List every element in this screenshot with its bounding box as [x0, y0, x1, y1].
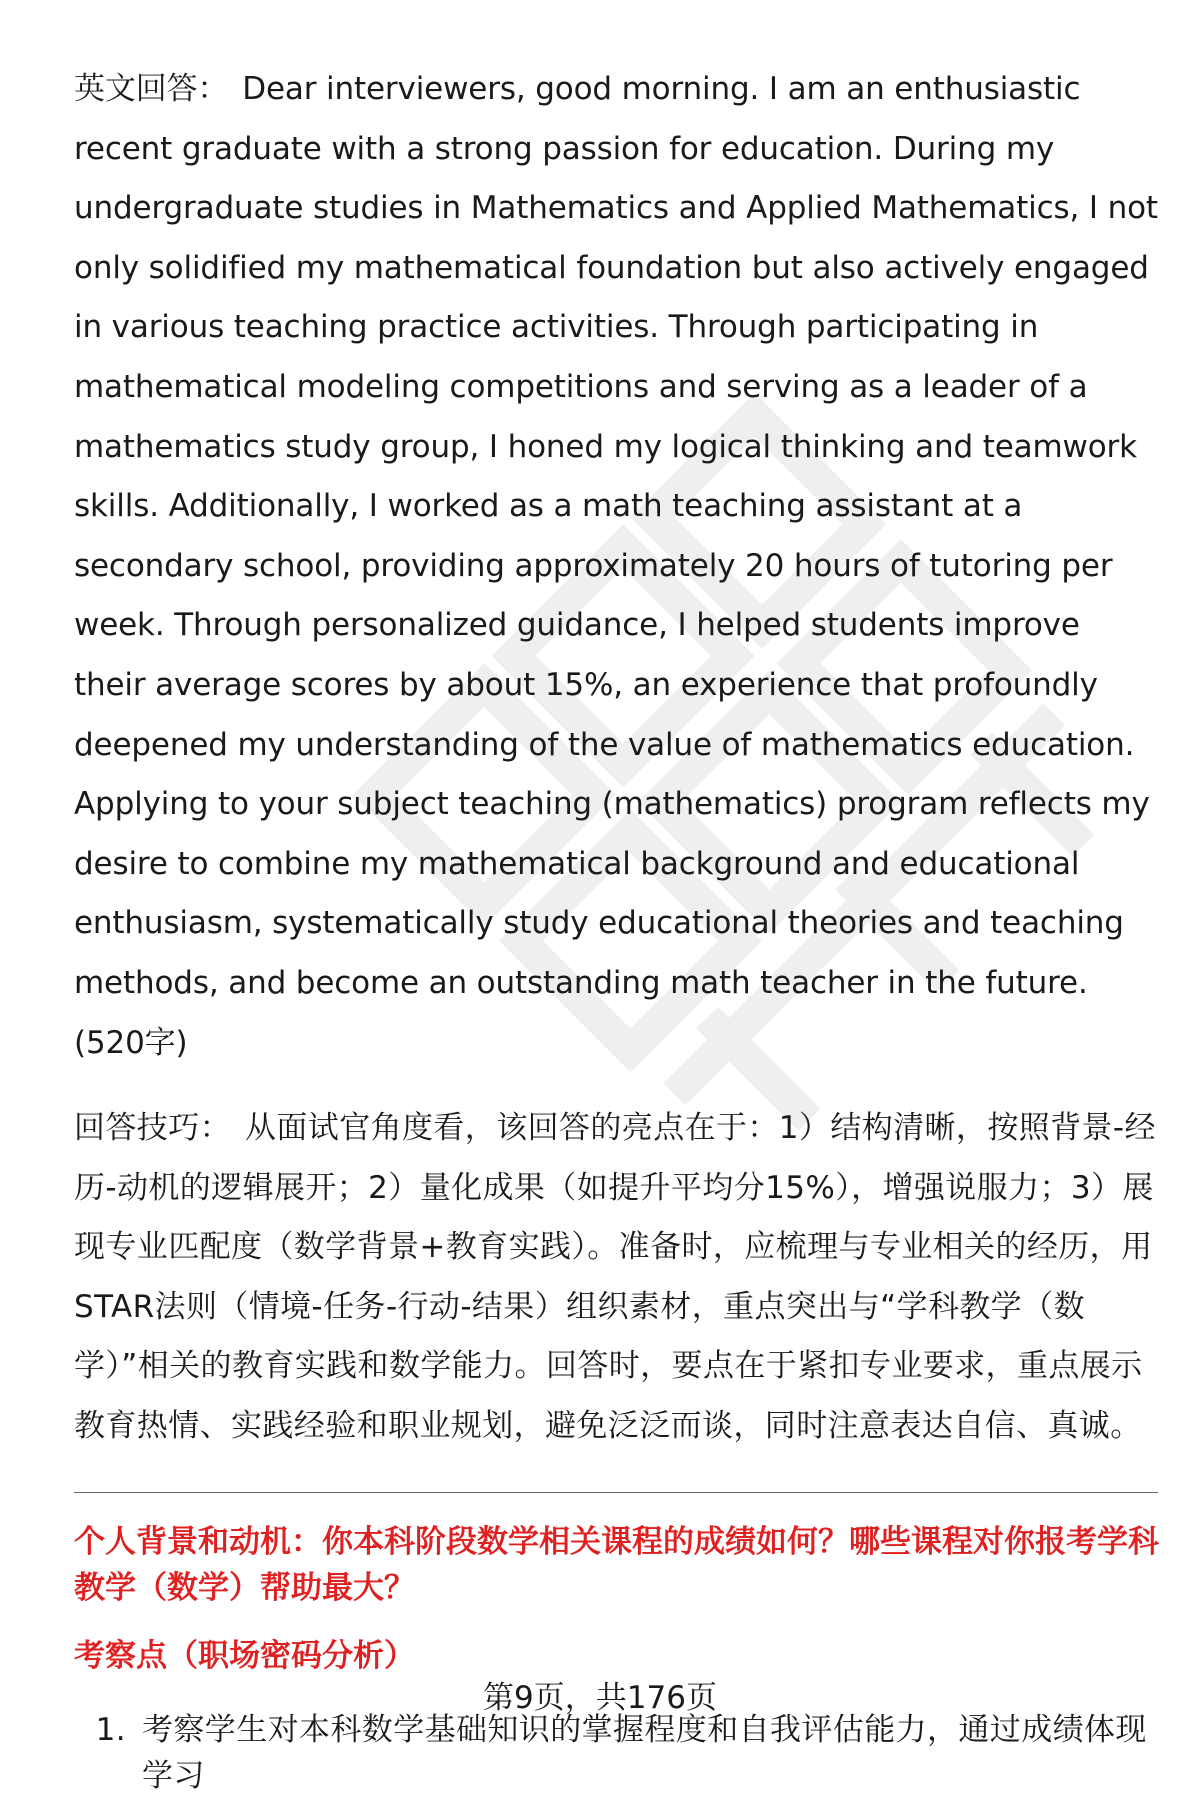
list-item-number: 1. — [95, 1712, 126, 1749]
section-divider — [74, 1492, 1158, 1493]
answer-tips-label: 回答技巧： — [74, 1110, 231, 1147]
document-body — [74, 60, 1160, 1799]
question-heading: 个人背景和动机：你本科阶段数学相关课程的成绩如何？哪些课程对你报考学科教学（数学）帮助最大？ — [74, 1524, 1159, 1607]
analysis-heading: 考察点（职场密码分析） — [74, 1638, 415, 1675]
list-item-text: 考察学生对本科数学基础知识的掌握程度和自我评估能力，通过成绩体现学习 — [142, 1712, 1147, 1795]
english-answer-text: Dear interviewers, good morning. I am an enthusiastic recent graduate with a strong passion for education. During my undergraduate studies in Mathematics and Applied Mathematics, I not only solidified my mathematical foundation but also actively engaged in various teaching practice activities. Through participating in mathematical modeling competitions and serving as a leader of a mathematics study group, I honed my logical thinking and teamwork skills. Additionally, I worked as a math teaching assistant at a secondary school, providing approximately 20 hours of tutoring per week. Through personalized guidance, I helped students improve their average scores by about 15%, an experience that profoundly deepened my understanding of the value of mathematics education. Applying to your subject teaching (mathematics) program reflects my desire to combine my mathematical background and educational enthusiasm, systematically study educational theories and teaching methods, and become an outstanding math teacher in the future. (520字) — [74, 71, 1158, 1061]
page-number-footer: 第9页，共176页 — [483, 1680, 717, 1716]
answer-tips-paragraph — [74, 1099, 1160, 1456]
answer-tips-text: 从面试官角度看，该回答的亮点在于：1）结构清晰，按照背景-经历-动机的逻辑展开；2）量化成果（如提升平均分15%），增强说服力；3）展现专业匹配度（数学背景+教育实践）。准备时，应梳理与专业相关的经历，用STAR法则（情境-任务-行动-结果）组织素材，重点突出与“学科教学（数学）”相关的教育实践和数学能力。回答时，要点在于紧扣专业要求，重点展示教育热情、实践经验和职业规划，避免泛泛而谈，同时注意表达自信、真诚。 — [74, 1110, 1156, 1444]
english-answer-label: 英文回答： — [74, 71, 229, 107]
english-answer-paragraph — [74, 60, 1160, 1073]
